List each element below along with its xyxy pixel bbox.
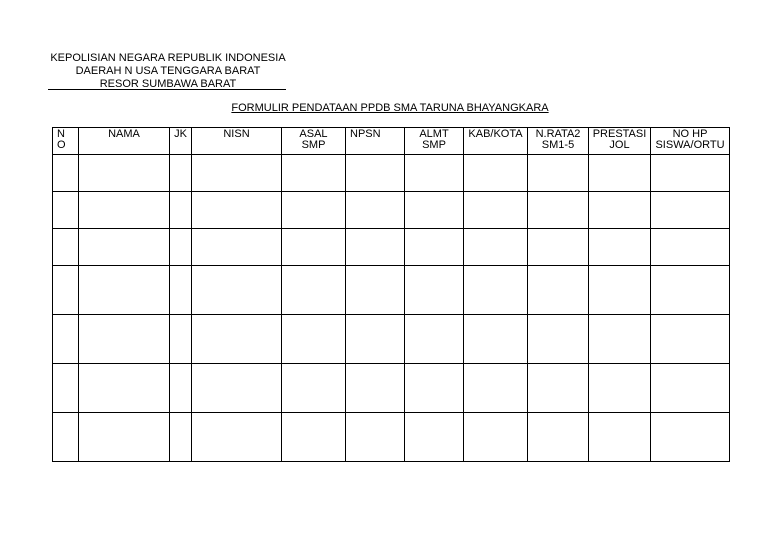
table-cell[interactable]: [346, 364, 405, 413]
table-cell[interactable]: [192, 413, 282, 462]
table-cell[interactable]: [282, 229, 346, 266]
table-cell[interactable]: [79, 155, 170, 192]
table-cell[interactable]: [589, 413, 651, 462]
table-cell[interactable]: [170, 155, 192, 192]
table-row: [53, 155, 730, 192]
table-cell[interactable]: [528, 229, 589, 266]
table-cell[interactable]: [528, 315, 589, 364]
table-cell[interactable]: [464, 192, 528, 229]
column-header-nama: NAMA: [79, 128, 170, 155]
table-cell[interactable]: [405, 315, 464, 364]
table-cell[interactable]: [79, 315, 170, 364]
regional-office: DAERAH N USA TENGGARA BARAT: [75, 65, 261, 77]
table-cell[interactable]: [170, 229, 192, 266]
table-cell[interactable]: [192, 364, 282, 413]
table-row: [53, 413, 730, 462]
table-cell[interactable]: [53, 192, 79, 229]
table-cell[interactable]: [282, 364, 346, 413]
table-cell[interactable]: [405, 155, 464, 192]
form-title: FORMULIR PENDATAAN PPDB SMA TARUNA BHAYANGKARA: [231, 102, 549, 114]
table-cell[interactable]: [651, 155, 730, 192]
table-cell[interactable]: [464, 266, 528, 315]
table-cell[interactable]: [192, 266, 282, 315]
table-cell[interactable]: [170, 364, 192, 413]
table-row: [53, 192, 730, 229]
column-header-n-rata2: N.RATA2 SM1-5: [528, 128, 589, 155]
table-cell[interactable]: [464, 229, 528, 266]
table-cell[interactable]: [405, 364, 464, 413]
table-cell[interactable]: [170, 315, 192, 364]
table-cell[interactable]: [651, 229, 730, 266]
table-row: [53, 229, 730, 266]
column-header-nisn: NISN: [192, 128, 282, 155]
table-cell[interactable]: [651, 364, 730, 413]
table-cell[interactable]: [79, 266, 170, 315]
table-cell[interactable]: [528, 155, 589, 192]
column-header-npsn: NPSN: [346, 128, 405, 155]
agency-header: [48, 52, 288, 91]
table-cell[interactable]: [192, 155, 282, 192]
table-cell[interactable]: [405, 192, 464, 229]
table-cell[interactable]: [651, 413, 730, 462]
column-header-jk: JK: [170, 128, 192, 155]
table-cell[interactable]: [170, 192, 192, 229]
table-row: [53, 364, 730, 413]
table-cell[interactable]: [53, 315, 79, 364]
table-cell[interactable]: [405, 266, 464, 315]
table-row: [53, 315, 730, 364]
table-cell[interactable]: [528, 266, 589, 315]
column-header-asal-smp: ASAL SMP: [282, 128, 346, 155]
table-cell[interactable]: [346, 229, 405, 266]
table-cell[interactable]: [346, 266, 405, 315]
table-cell[interactable]: [282, 192, 346, 229]
column-header-no-hp: NO HP SISWA/ORTU: [651, 128, 730, 155]
table-cell[interactable]: [53, 266, 79, 315]
table-cell[interactable]: [282, 155, 346, 192]
table-cell[interactable]: [464, 364, 528, 413]
district-office: RESOR SUMBAWA BARAT: [99, 78, 237, 90]
table-cell[interactable]: [528, 364, 589, 413]
column-header-no: N O: [53, 128, 79, 155]
table-cell[interactable]: [53, 413, 79, 462]
agency-name: KEPOLISIAN NEGARA REPUBLIK INDONESIA: [50, 52, 286, 64]
table-cell[interactable]: [282, 266, 346, 315]
registration-table: [52, 127, 730, 462]
table-cell[interactable]: [192, 315, 282, 364]
table-cell[interactable]: [192, 192, 282, 229]
column-header-kab-kota: KAB/KOTA: [464, 128, 528, 155]
table-cell[interactable]: [79, 229, 170, 266]
table-cell[interactable]: [79, 364, 170, 413]
table-cell[interactable]: [528, 192, 589, 229]
column-header-prestasi: PRESTASI JOL: [589, 128, 651, 155]
table-cell[interactable]: [53, 229, 79, 266]
table-cell[interactable]: [528, 413, 589, 462]
table-cell[interactable]: [589, 192, 651, 229]
column-header-almt-smp: ALMT SMP: [405, 128, 464, 155]
table-cell[interactable]: [651, 266, 730, 315]
table-cell[interactable]: [282, 315, 346, 364]
table-cell[interactable]: [346, 192, 405, 229]
table-cell[interactable]: [79, 192, 170, 229]
table-cell[interactable]: [589, 315, 651, 364]
table-header-row: [53, 128, 730, 155]
table-cell[interactable]: [464, 315, 528, 364]
table-cell[interactable]: [405, 413, 464, 462]
table-cell[interactable]: [282, 413, 346, 462]
table-cell[interactable]: [170, 266, 192, 315]
table-cell[interactable]: [53, 364, 79, 413]
table-cell[interactable]: [589, 266, 651, 315]
table-cell[interactable]: [589, 364, 651, 413]
table-cell[interactable]: [53, 155, 79, 192]
table-row: [53, 266, 730, 315]
table-cell[interactable]: [464, 413, 528, 462]
table-cell[interactable]: [346, 413, 405, 462]
header-divider: [48, 89, 286, 90]
table-cell[interactable]: [589, 155, 651, 192]
table-cell[interactable]: [464, 155, 528, 192]
table-cell[interactable]: [405, 229, 464, 266]
table-cell[interactable]: [346, 155, 405, 192]
table-cell[interactable]: [170, 413, 192, 462]
table-cell[interactable]: [192, 229, 282, 266]
table-cell[interactable]: [79, 413, 170, 462]
table-cell[interactable]: [651, 315, 730, 364]
table-cell[interactable]: [651, 192, 730, 229]
table-cell[interactable]: [589, 229, 651, 266]
table-cell[interactable]: [346, 315, 405, 364]
